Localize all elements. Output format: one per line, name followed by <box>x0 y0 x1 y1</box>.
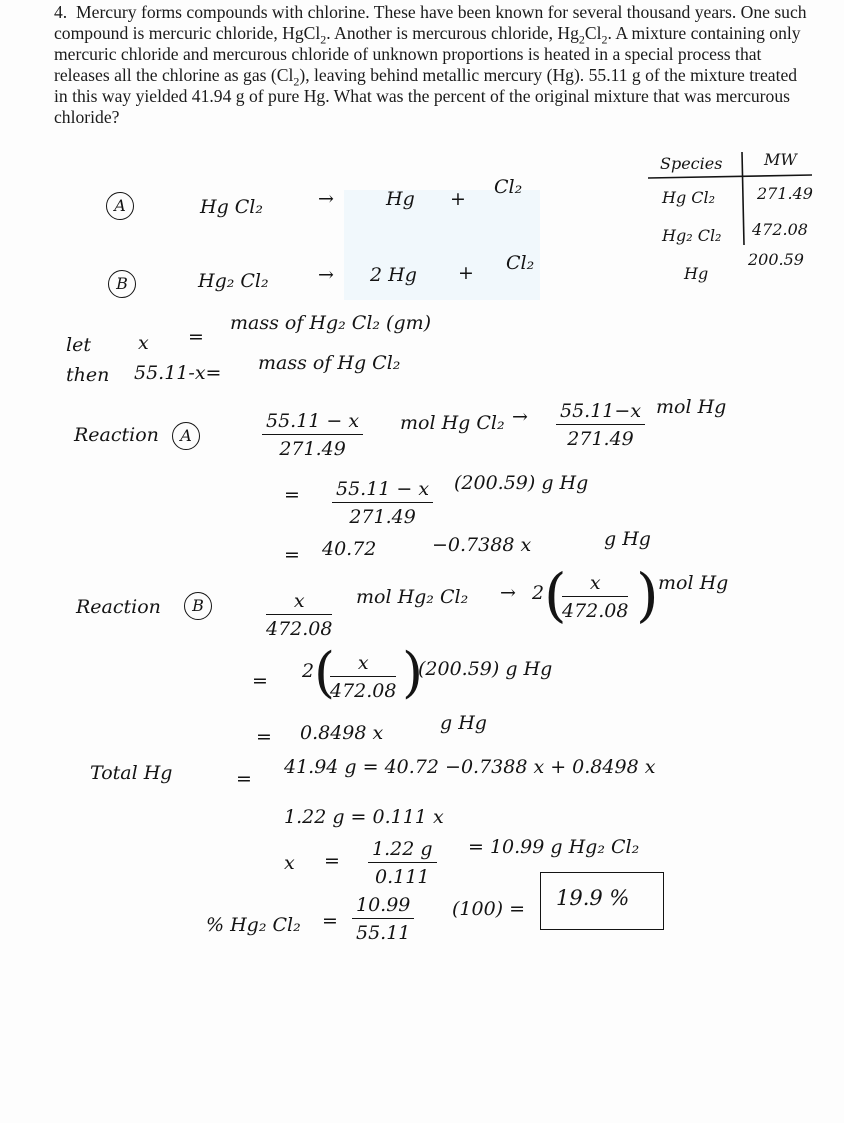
table-header-mw: MW <box>764 150 797 169</box>
fraction-numerator: 10.99 <box>352 894 414 919</box>
reaction-a-heading: Reaction <box>74 424 159 446</box>
reaction-b-conversion-factor: (200.59) g Hg <box>418 658 553 680</box>
equals-sign: = <box>256 726 272 748</box>
reaction-b-hg-fraction <box>562 572 628 622</box>
fraction-numerator: x <box>266 590 332 615</box>
reaction-a-mol-hg: mol Hg <box>656 396 727 418</box>
reaction-b-product-hg: 2 Hg <box>370 264 417 286</box>
final-answer: 19.9 % <box>556 886 630 910</box>
fraction-numerator: x <box>330 652 396 677</box>
reaction-a-mol-unit: mol Hg Cl₂ <box>400 412 505 434</box>
x-label: x <box>284 852 295 874</box>
close-paren: ) <box>402 641 424 704</box>
table-mw: 472.08 <box>752 220 808 239</box>
fraction-denominator: 271.49 <box>567 428 634 450</box>
total-hg-label: Total Hg <box>90 762 173 784</box>
reaction-b-result-unit: g Hg <box>440 712 487 734</box>
open-paren: ( <box>544 561 567 629</box>
table-species: Hg <box>684 264 709 283</box>
reaction-b-arrow: → <box>500 582 516 604</box>
fraction-denominator: 271.49 <box>349 506 416 528</box>
fraction-denominator: 472.08 <box>562 600 629 622</box>
fraction-denominator: 0.111 <box>375 866 430 888</box>
reaction-b-label: B <box>108 270 136 298</box>
reaction-b-reactant: Hg₂ Cl₂ <box>198 270 269 292</box>
let-word: let <box>66 334 91 356</box>
fraction-denominator: 271.49 <box>279 438 346 460</box>
fraction-numerator: 55.11−x <box>556 400 645 425</box>
reaction-a-mass-fraction <box>332 478 433 528</box>
equals-sign: = <box>324 850 340 872</box>
reaction-b-coefficient-2: 2 <box>302 660 315 682</box>
let-definition: mass of Hg₂ Cl₂ (gm) <box>230 312 432 334</box>
reaction-a-plus: + <box>450 188 466 210</box>
equals-sign: = <box>236 768 252 790</box>
problem-text: 4. Mercury forms compounds with chlorine. These have been known for several thousand years. One such compound is mercuric chloride, HgCl$_2$. Another is mercurous chloride, $Hg_2Cl_2$. A mixture containing only mercuric chloride and mercurous chloride of unknown proportions is heated in a special process that releases all the chlorine as gas $(Cl_2)$, leaving behind metallic mercury (Hg). 55.11 g of the mixture treated in this way yielded 41.94 g of pure Hg. What was the percent of the original mixture that was mercurous chloride? <box>54 2 807 127</box>
percent-factor: (100) = <box>452 898 526 920</box>
equals-sign: = <box>284 484 300 506</box>
x-fraction <box>368 838 437 888</box>
then-word: then <box>66 364 110 386</box>
reaction-a-result-unit: g Hg <box>604 528 651 550</box>
equals-sign: = <box>252 670 268 692</box>
table-header-species: Species <box>660 154 723 173</box>
reaction-b-heading: Reaction <box>76 596 161 618</box>
reaction-a-label: A <box>106 192 134 220</box>
close-paren: ) <box>636 561 659 629</box>
fraction-denominator: 472.08 <box>330 680 397 702</box>
table-header-rule <box>648 175 812 178</box>
fraction-numerator: 55.11 − x <box>262 410 363 435</box>
x-result: = 10.99 g Hg₂ Cl₂ <box>468 836 640 858</box>
reaction-b-result: 0.8498 x <box>300 722 384 744</box>
reaction-b-moles-fraction <box>266 590 332 640</box>
reaction-a-conversion-factor: (200.59) g Hg <box>454 472 589 494</box>
reaction-b-coefficient: 2 <box>532 582 545 604</box>
reaction-a-product-cl2: Cl₂ <box>494 176 523 198</box>
fraction-numerator: 55.11 − x <box>332 478 433 503</box>
total-hg-equation: 41.94 g = 40.72 −0.7388 x + 0.8498 x <box>284 756 656 778</box>
table-species: Hg Cl₂ <box>662 188 716 207</box>
reaction-b-plus: + <box>458 262 474 284</box>
let-equals: = <box>188 326 204 348</box>
then-definition: mass of Hg Cl₂ <box>258 352 401 374</box>
fraction-numerator: 1.22 g <box>368 838 437 863</box>
reaction-a-arrow: → <box>318 188 334 210</box>
reaction-b-arrow: → <box>318 264 334 286</box>
percent-fraction <box>352 894 414 944</box>
equals-sign: = <box>322 910 338 932</box>
reaction-b-product-cl2: Cl₂ <box>506 252 535 274</box>
table-species: Hg₂ Cl₂ <box>662 226 722 245</box>
percent-label: % Hg₂ Cl₂ <box>206 914 301 936</box>
reaction-a-hg-fraction <box>556 400 645 450</box>
fraction-denominator: 55.11 <box>356 922 411 944</box>
solve-equation: 1.22 g = 0.111 x <box>284 806 444 828</box>
reaction-a-arrow: → <box>512 406 528 428</box>
reaction-a-product-hg: Hg <box>386 188 415 210</box>
let-variable: x <box>138 332 149 354</box>
table-mw: 271.49 <box>757 184 813 203</box>
reaction-a-moles-fraction <box>262 410 363 460</box>
problem-number: 4. <box>54 2 68 22</box>
then-expression: 55.11-x= <box>134 362 222 384</box>
reaction-a-heading-circle: A <box>172 422 200 450</box>
equals-sign: = <box>284 544 300 566</box>
reaction-b-mol-unit: mol Hg₂ Cl₂ <box>356 586 469 608</box>
table-column-rule <box>742 152 744 245</box>
fraction-denominator: 472.08 <box>266 618 333 640</box>
fraction-numerator: x <box>562 572 628 597</box>
reaction-a-reactant: Hg Cl₂ <box>200 196 264 218</box>
reaction-b-mass-fraction <box>330 652 396 702</box>
reaction-a-result-constant: 40.72 <box>322 538 377 560</box>
reaction-b-heading-circle: B <box>184 592 212 620</box>
reaction-a-result-x-term: −0.7388 x <box>432 534 532 556</box>
reaction-b-mol-hg: mol Hg <box>658 572 729 594</box>
table-mw: 200.59 <box>748 250 804 269</box>
open-paren: ( <box>314 641 336 704</box>
